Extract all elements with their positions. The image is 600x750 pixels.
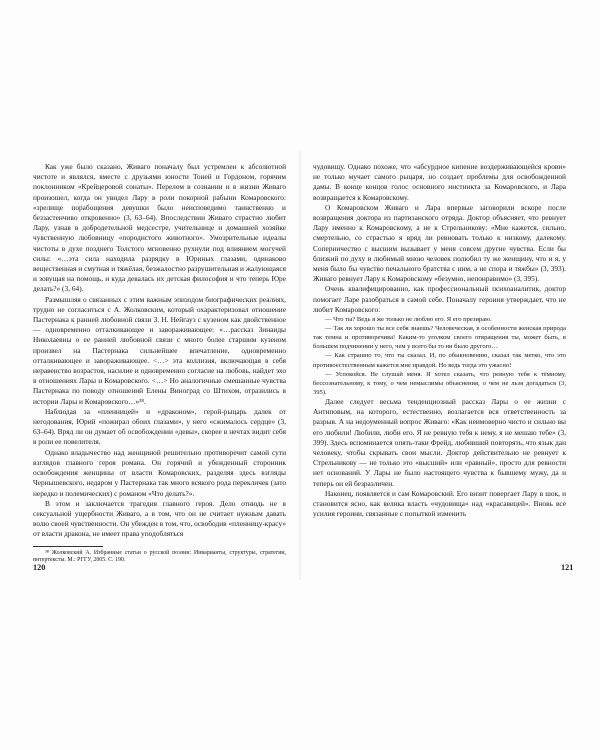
right-paragraph-2: О Комаровском Живаго и Лара впервые заговорили вскоре после возвращения доктора из партизанского отряда. Доктор объясняет, что ревнует Лару именно к Комаровскому, а не к Стрельникову: «Мне кажется, сильно, смертельно, со страстью я вряд ли ревновать только к низкому, далекому. Соперничество с высшим вызывает у меня совсем другие чувства. Если бы близкий по духу и любимый мною человек полюбил ту же женщину, что и я, у меня было бы чувство печального братства с ним, а не спора и тяжбы» (3, 393). Живаго ревнует Лару к Комаровскому «безумно, непонравимо» (3, 395). bbox=[313, 202, 566, 284]
left-paragraph-5: В этом и заключается трагедия главного героя. Дело отнюдь не в сексуальной ущербности Живаго, а в том, что он не считает нужным давать волю своей чувственности. Он убежден в том, что, освободив «пленницу-красу» от власти дракона, не имеет права уподобляться bbox=[33, 498, 286, 539]
left-paragraph-4: Однако владычество над женщиной решительно противоречит самой сути взглядов главного героя романа. Он горячий и убежденный сторонник освобождения женщины от власти Комаровских, разделяя здесь взгляды Чернышевского, недаром у Пастернака так много всякого рода перекличек (зато нередко и полемических) с романом «Что делать?». bbox=[33, 447, 286, 498]
dialog-line-2: — Так ли хорошо ты все себя знаешь? Человеческая, в особенности женская природа так темна и противоречива! Каким-то уголком своего отвращения ты, может быть, в большем подчинении у него, чем у всего бы то ни было другого… bbox=[313, 325, 566, 351]
left-paragraph-2: Размышляя о связанных с этим важным эпизодом биографических реалиях, трудно не согласиться с А. Жолковским, который охарактеризовал отношение Пастернака к ранней любовной связи З. Н. Нейгауз с кузеном как двойственное — одновременно отталкивающее и завораживающее: «…рассказ Зинаиды Николаевны о ее ранней любовной связи с много более старшим кузеном произвел на Пастернака сильнейшее впечатление, одновременно отталкивающее и завораживающее. <…> эта коллизия, включающая в себя неравенство возрастов, насилие и одновременно согласие на любовь, найдет эхо в отношениях Лары и Комаровского. <…> Но аналогичные смешанные чувства Пастернака по поводу отношений Елены Виноград со Штихом, отразились в истории Лары и Комаровского…»³⁸. bbox=[33, 294, 286, 406]
footnote-rule bbox=[33, 546, 103, 547]
right-paragraph-1: чудовищу. Однако похоже, что «абсурдное кипение воздерживающейся крови» не только мучает самого рыцаря, но создает проблемы для освобожденной дамы. В конце концов голос основного инстинкта за Комаровского, и Лара возвращается к Комаровскому. bbox=[313, 162, 566, 202]
left-paragraph-3: Наблюдая за «пленницей» и «драконом», герой-рыцарь далек от негодования, Юрий «пожирал обоих глазами», у него «сжималось сердце» (3, 63–64). Вряд ли он думает об освобождении «девы», скорее в нечтах видит себя в роли ее повелителя. bbox=[33, 406, 286, 447]
dialog-line-1: — Что ты? Ведь я же только не люблю его. Я его презираю. bbox=[325, 316, 492, 324]
page-number-right: 121 bbox=[561, 563, 574, 572]
dialog-line-4: — Успокойся. Не слушай меня. Я хотел сказать, что ревную тебя к тёмному, бессознательному, к тому, о чем немыслимы объяснения, о чем не льзя догадаться (3, 395). bbox=[313, 370, 566, 396]
left-paragraph-1: Как уже было сказано, Живаго поначалу был устремлен к абсолютной чистоте и являлся, вместе с друзьями юности Тоней и Гордоном, горячим поклонником «Крейцеровой сонаты». Перелом в сознании и в жизни Живаго произошел, когда он увидел Лару в роли покорной рабыни Комаровского: «зрелище порабощения девушки было неисповедимо таинственно и беззастенчиво откровенно» (3, 63–64). Впоследствии Живаго страстно любит Лару, узнав в добродетельной медсестре, учительнице и домашней хозяйке чувственную любовницу «породистого животного». Умозрительные идеалы чистоты в духе позднего Толстого мгновенно рухнули под влиянием могучей силы: «…эта сила находила разрядку в Юриных глазами, одинаково вещественная и смутная и тяжёлая, безжалостно разрушительная и жалующаяся и зовущая на помощь, и куда девалась их детская философия и что теперь Юре делать?» (3, 64). bbox=[33, 162, 286, 294]
footnote: ³⁸ Жолковский А. Избранные статьи о русской поэзии: Инварианты, структуры, стратегии, интертексты. М.: РГГУ, 2005. С. 190. bbox=[33, 549, 286, 564]
right-page bbox=[313, 162, 566, 519]
right-paragraph-4: Далее следует весьма тенденциозный рассказ Лары о ее жизни с Антиповым, на которого, естественно, возлагается вся ответственность за разрыв. А на недоуменный вопрос Живаго: «Как неимоверно чисто и сильно вы его любили! Любили, люби его. Я не ревную тебя к нему, я не мешаю тебе» (3, 399). Здесь вспоминается опять-таки Фрейд, любивший повторять, что язык дан человеку, чтобы скрывать свои мысли. Доктор действительно не ревнует к Стрельникову — не только это «высший» или «равный», просто для ревности нет оснований. У Лары не было настоящего чувства к бывшему мужу, да и теперь он ей безразличен. bbox=[313, 396, 566, 488]
left-page bbox=[33, 162, 286, 565]
dialog-line-3: — Как страшно то, что ты сказал. И, по обыкновению, сказал так метко, что это противоестественным кажется мне правдой. Но ведь тогда это ужасно! bbox=[313, 352, 566, 369]
dialog-block bbox=[313, 315, 566, 397]
right-paragraph-3: Очень квалифицированно, как профессиональный психоаналитик, доктор помогает Ларе разобраться в самой себе. Поначалу героиня утверждает, что не любит Комаровского: bbox=[313, 284, 566, 314]
right-paragraph-5: Наконец, появляется и сам Комаровский. Его визит повергает Лару в шок, и становится ясно, как велика власть «чудовища» над «красавицей». Вновь все усилия героини, связанные с попыткой изменить bbox=[313, 488, 566, 519]
page-gutter bbox=[298, 150, 302, 580]
page-number-left: 120 bbox=[33, 563, 46, 572]
